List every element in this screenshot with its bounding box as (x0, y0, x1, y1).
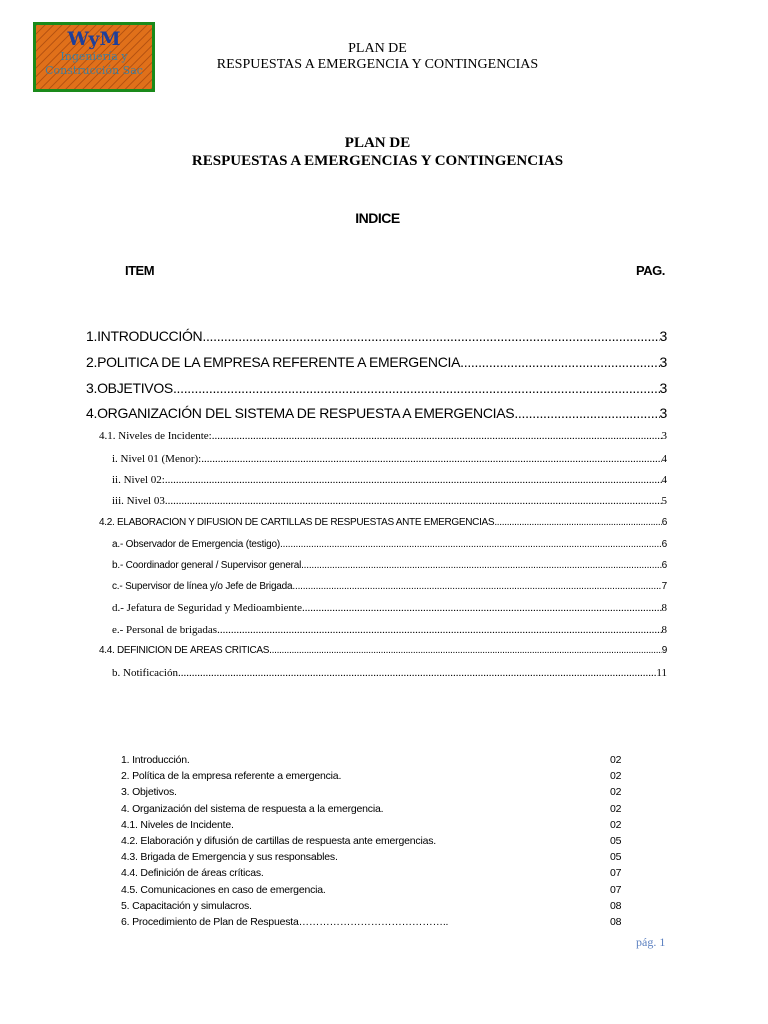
toc-subentry-label: b. Notificación (112, 667, 178, 679)
list-item-page: 07 (610, 867, 622, 880)
toc-entry-page: 3 (659, 380, 667, 396)
list-item-label: 2. Política de la empresa referente a emergencia. (121, 770, 342, 783)
toc-subentry-page: 7 (661, 581, 667, 592)
toc-subentry-label: 4.4. DEFINICIÓN DE ÁREAS CRÍTICAS (99, 645, 270, 656)
title-line1: PLAN DE (344, 135, 411, 151)
leader-dots (217, 624, 661, 636)
column-page-header: PAG. (636, 263, 665, 278)
list-item (121, 801, 626, 817)
toc-subentry[interactable] (112, 474, 667, 486)
toc-subentry[interactable] (112, 581, 667, 592)
toc-subentry-label: d.- Jefatura de Seguridad y Medioambiente (112, 602, 302, 614)
leader-dots (494, 517, 661, 528)
toc-subentry[interactable] (99, 517, 667, 528)
toc-entry-number: 4. (86, 405, 98, 421)
toc-subentry-label: a.- Observador de Emergencia (testigo) (112, 539, 281, 550)
toc-entry-label: POLITICA DE LA EMPRESA REFERENTE A EMERGENCIA (97, 354, 461, 370)
toc-subentry-page: 11 (656, 667, 667, 679)
toc-subentry-label: c.- Supervisor de línea y/o Jefe de Brigada (112, 581, 293, 592)
list-item (121, 898, 626, 914)
toc-subentry[interactable] (112, 560, 667, 571)
toc-subentry[interactable] (99, 645, 667, 656)
toc-subentry[interactable] (112, 453, 667, 465)
leader-dots (201, 453, 661, 465)
toc-subentry-page: 8 (661, 602, 667, 614)
toc-subentry[interactable] (99, 430, 667, 442)
list-item-page: 05 (610, 834, 622, 847)
list-item-label: 4. Organización del sistema de respuesta a la emergencia. (121, 802, 384, 815)
header-line2: RESPUESTAS A EMERGENCIA Y CONTINGENCIAS (216, 57, 539, 72)
logo-title: WyM (67, 28, 121, 50)
toc-entry-label: INTRODUCCIÓN (97, 328, 203, 344)
toc-entry[interactable] (86, 380, 667, 396)
header-line1: PLAN DE (348, 41, 407, 56)
leader-dots (212, 430, 662, 442)
leader-dots (165, 495, 662, 507)
leader-dots (292, 581, 661, 592)
leader-dots (302, 602, 662, 614)
toc-subentry-page: 5 (661, 495, 667, 507)
toc-entry-page: 3 (659, 354, 667, 370)
list-item-page: 02 (610, 770, 622, 783)
toc-entry-label: OBJETIVOS (97, 380, 173, 396)
toc-subentry-page: 4 (661, 453, 667, 465)
toc-entry-number: 3. (86, 380, 98, 396)
leader-dots (269, 645, 662, 656)
list-item-label: 1. Introducción. (121, 754, 190, 766)
list-item (121, 882, 626, 898)
logo-subtitle-line1: Ingeniería y (60, 50, 128, 63)
list-item-page: 02 (610, 802, 622, 815)
list-item (121, 752, 626, 768)
toc-subentry[interactable] (112, 539, 667, 550)
list-item-page: 02 (610, 818, 622, 831)
toc-entry-number: 2. (86, 354, 98, 370)
list-item (121, 784, 626, 800)
leader-dots (202, 328, 659, 344)
toc-entry-page: 3 (659, 328, 667, 344)
page-number: pág. 1 (636, 935, 666, 949)
toc-subentry-page: 6 (661, 560, 667, 571)
toc-subentry-label: b.- Coordinador general / Supervisor general (112, 560, 302, 571)
toc-entry[interactable] (86, 328, 667, 344)
leader-dots (301, 560, 662, 571)
toc-subentry-page: 6 (661, 539, 667, 550)
list-item (121, 768, 626, 784)
list-item-label: 3. Objetivos. (121, 786, 177, 799)
title-line2: RESPUESTAS A EMERGENCIAS Y CONTINGENCIAS (191, 153, 564, 169)
toc-subentry[interactable] (112, 667, 667, 679)
running-header (180, 41, 575, 73)
toc-subentry-label: 4.2. ELABORACIÓN Y DIFUSIÓN DE CARTILLAS DE RESPUESTAS ANTE EMERGENCIAS (99, 517, 495, 528)
leader-dots (165, 474, 662, 486)
toc-subentry-page: 6 (661, 517, 667, 528)
list-item (121, 914, 626, 930)
secondary-index-list (121, 752, 626, 930)
leader-dots (178, 667, 656, 679)
list-item-label: 4.1. Niveles de Incidente. (121, 818, 234, 831)
toc-subentry-page: 8 (661, 624, 667, 636)
list-item-page: 02 (610, 786, 622, 799)
list-item-page: 02 (610, 754, 622, 766)
toc-entry-page: 3 (659, 405, 667, 421)
toc-entry[interactable] (86, 405, 667, 421)
list-item-page: 08 (610, 899, 622, 912)
logo-subtitle-line2: Construcción Sac (45, 64, 143, 77)
toc-entry-label: ORGANIZACIÓN DEL SISTEMA DE RESPUESTA A EMERGENCIAS (97, 405, 515, 421)
leader-dots (514, 405, 659, 421)
list-item-label: 6. Procedimiento de Plan de Respuesta…………………………………….. (121, 915, 449, 928)
toc-subentry-label: ii. Nivel 02: (112, 474, 165, 486)
leader-dots (173, 380, 660, 396)
toc-subentry[interactable] (112, 624, 667, 636)
company-logo (33, 22, 155, 92)
list-item-label: 5. Capacitación y simulacros. (121, 899, 252, 912)
list-item-page: 08 (610, 915, 622, 928)
toc-subentry-page: 4 (661, 474, 667, 486)
toc-subentry-label: 4.1. Niveles de Incidente: (99, 430, 212, 442)
column-item-header: ITEM (125, 263, 155, 278)
toc-subentry[interactable] (112, 495, 667, 507)
toc-subentry-label: i. Nivel 01 (Menor): (112, 453, 202, 465)
list-item (121, 817, 626, 833)
list-item (121, 865, 626, 881)
toc-entry-number: 1. (86, 328, 98, 344)
list-item (121, 833, 626, 849)
leader-dots (460, 354, 659, 370)
toc-subentry-label: e.- Personal de brigadas (112, 624, 218, 636)
leader-dots (280, 539, 662, 550)
list-item (121, 849, 626, 865)
list-item-label: 4.5. Comunicaciones en caso de emergencia. (121, 883, 326, 896)
toc-subentry[interactable] (112, 602, 667, 614)
toc-subentry-page: 9 (661, 645, 667, 656)
toc-subentry-page: 3 (661, 430, 667, 442)
list-item-label: 4.2. Elaboración y difusión de cartillas de respuesta ante emergencias. (121, 834, 436, 847)
list-item-label: 4.4. Definición de áreas críticas. (121, 867, 264, 880)
list-item-label: 4.3. Brigada de Emergencia y sus responsables. (121, 851, 338, 864)
document-title (0, 134, 755, 170)
list-item-page: 07 (610, 883, 622, 896)
list-item-page: 05 (610, 851, 622, 864)
index-heading: INDICE (355, 210, 400, 226)
toc-entry[interactable] (86, 354, 667, 370)
toc-subentry-label: iii. Nivel 03 (112, 495, 165, 507)
